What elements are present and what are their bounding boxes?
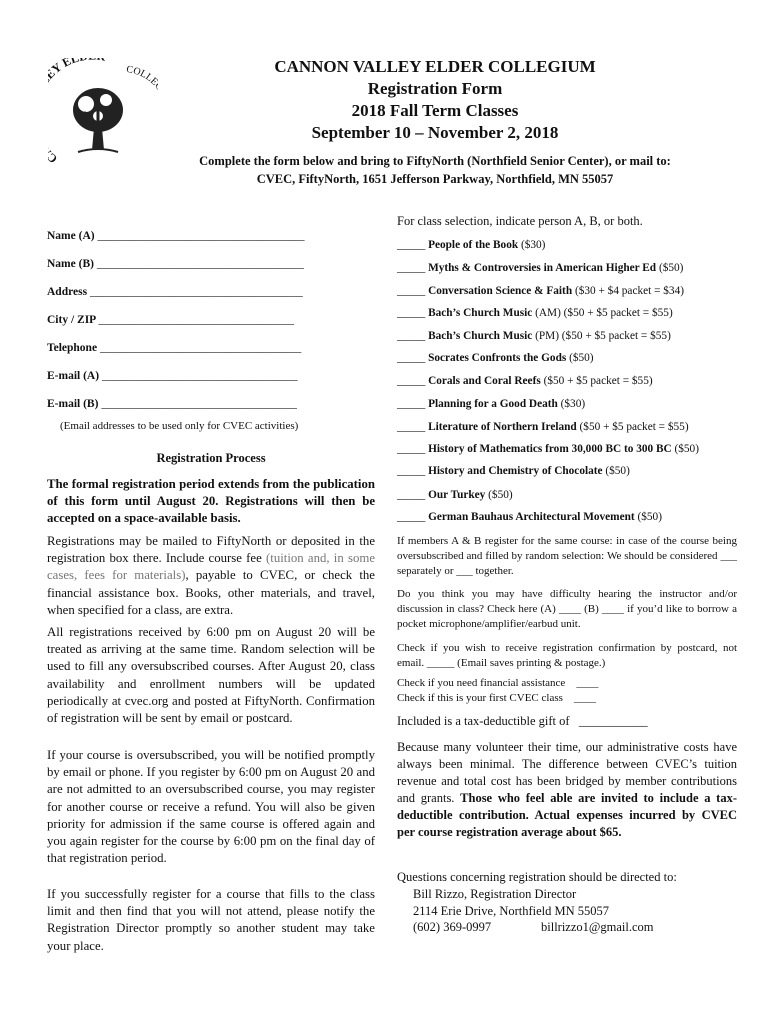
course-fee: ($50) [488,489,513,501]
course-fee: ($50 + $5 packet = $55) [543,375,653,387]
course-fee: ($50) [674,443,699,455]
course-fee: ($50 + $5 packet = $55) [579,421,689,433]
course-row[interactable] [397,330,737,342]
course-name: Bach’s Church Music [428,330,533,342]
form-title: Registration Form [367,79,503,98]
course-name: Literature of Northern Ireland [428,421,577,433]
course-name: People of the Book [428,239,519,251]
course-blank[interactable]: _____ [397,285,426,297]
selection-intro: For class selection, indicate person A, B, or both. [397,214,643,228]
contact-name: Bill Rizzo, Registration Director [413,887,577,901]
term-dates: September 10 – November 2, 2018 [311,123,559,142]
course-name: Socrates Confronts the Gods [428,352,567,364]
course-row[interactable] [397,307,737,319]
course-blank[interactable]: _____ [397,239,426,251]
email-b-field[interactable]: E-mail (B) __________________________________ [47,398,297,410]
course-row[interactable] [397,285,737,297]
course-name: Planning for a Good Death [428,398,558,410]
email-note: (Email addresses to be used only for CVEC activities) [60,420,299,432]
course-blank[interactable]: _____ [397,330,426,342]
course-fee: ($50) [637,511,662,523]
svg-text:COLLEGIUM [125,64,158,110]
course-blank[interactable]: _____ [397,262,426,274]
confirmation-option[interactable]: Check if you wish to receive registration confirmation by postcard, not email. _____ (Email saves printing & postage.) [397,642,737,670]
hearing-option[interactable]: Do you think you may have difficulty hearing the instructor and/or discussion in class? Check here (A) ____ (B) ____ if you’d like to borrow a pocket microphone/amplifier/earbud unit. [397,588,737,631]
course-blank[interactable]: _____ [397,489,426,501]
course-row[interactable] [397,398,737,410]
logo-side-text: COLL [125,63,155,85]
telephone-field[interactable]: Telephone ___________________________________ [47,342,302,354]
term-title: 2018 Fall Term Classes [351,101,519,120]
course-blank[interactable]: _____ [397,421,426,433]
course-name: History of Mathematics from 30,000 BC to 300 BC [428,443,672,455]
process-para-2: All registrations received by 6:00 pm on August 20 will be treated as arriving at the same time. Random selection will be used to fill any oversubscribed courses. After August 20, class availability and enrollment numbers will be updated periodically at cvec.org and posted at FiftyNorth. Confirmation of registration will be sent by email or postcard. [47,625,375,726]
course-row[interactable] [397,489,737,501]
volunteer-para: Because many volunteer their time, our administrative costs have always been minimal. The difference between CVEC’s tuition revenue and total cost has been bridged by member contributions and grants. Those who feel able are invited to include a tax-deductible contribution. Actual expenses incurred by CVEC per course registration average about $65. [397,740,737,839]
course-blank[interactable]: _____ [397,375,426,387]
course-fee: ($50) [658,262,684,274]
course-fee: ($50) [569,352,594,364]
course-row[interactable] [397,352,737,364]
process-bold-para: The formal registration period extends from the publication of this form until August 20. Registrations will then be accepted on a space-available basis. [47,477,375,526]
course-blank[interactable]: _____ [397,511,426,523]
org-title: CANNON VALLEY ELDER COLLEGIUM [274,57,596,76]
contact-address: 2114 Erie Drive, Northfield MN 55057 [413,904,610,918]
tree-icon [73,88,123,152]
contact-phone: (602) 369-0997 [413,920,492,934]
form-header [170,56,700,144]
email-a-field[interactable]: E-mail (A) __________________________________ [47,370,298,382]
instruction-line-2: CVEC, FiftyNorth, 1651 Jefferson Parkway, Northfield, MN 55057 [256,172,614,186]
course-row[interactable] [397,465,737,477]
course-row[interactable] [397,443,737,455]
gift-field[interactable]: Included is a tax-deductible gift of ___________ [397,714,648,728]
course-blank[interactable]: _____ [397,352,426,364]
name-a-field[interactable]: Name (A) ____________________________________ [47,230,305,242]
course-row[interactable] [397,262,737,274]
course-row[interactable] [397,511,737,523]
contact-intro: Questions concerning registration should be directed to: [397,870,677,884]
first-class-option[interactable]: Check if this is your first CVEC class ____ [397,692,596,704]
course-name: Corals and Coral Reefs [428,375,541,387]
course-fee: (AM) ($50 + $5 packet = $55) [535,307,673,319]
process-para-4: If you successfully register for a course that fills to the class limit and then find that you will not attend, please notify the Registration Director promptly so another student may take your place. [47,887,375,953]
course-name: Conversation Science & Faith [428,285,573,297]
course-fee: ($30) [560,398,586,410]
course-name: Our Turkey [428,489,486,501]
instructions [170,152,700,188]
course-fee: ($30 + $4 packet = $34) [574,285,684,297]
logo-arc-text: Y EL [48,58,81,77]
course-fee: (PM) ($50 + $5 packet = $55) [535,330,671,342]
city-zip-field[interactable]: City / ZIP __________________________________ [47,314,294,326]
process-para-1: Registrations may be mailed to FiftyNorth or deposited in the registration box there. Include course fee (tuition and, in some cases, fees for materials), payable to CVEC, or check the financial assistance box. Books, other materials, and travel, when specified for a class, are extra. [47,534,375,617]
contact-email[interactable]: billrizzo1@gmail.com [541,920,654,934]
course-row[interactable] [397,239,737,251]
instruction-line-1: Complete the form below and bring to FiftyNorth (Northfield Senior Center), or mail to: [199,154,671,168]
address-field[interactable]: Address _____________________________________ [47,286,303,298]
course-fee: ($30) [520,239,546,251]
cvec-logo [48,58,158,163]
process-para-3: If your course is oversubscribed, you will be notified promptly by email or phone. If you register by 6:00 pm on August 20 and are not admitted to an oversubscribed course, you may register for another course or receive a refund. You will also be given priority for admission if the same course is offered again and you again register for the course by 6:00 pm on the final day of that registration period. [47,748,375,866]
course-name: Myths & Controversies in American Higher Ed [428,262,657,274]
course-blank[interactable]: _____ [397,398,426,410]
process-heading: Registration Process [156,451,266,465]
name-b-field[interactable]: Name (B) ____________________________________ [47,258,304,270]
course-row[interactable] [397,375,737,387]
financial-assistance-option[interactable]: Check if you need financial assistance ____ [397,677,599,689]
course-row[interactable] [397,421,737,433]
course-name: History and Chemistry of Chocolate [428,465,603,477]
course-blank[interactable]: _____ [397,465,426,477]
course-name: German Bauhaus Architectural Movement [428,511,635,523]
course-fee: ($50) [605,465,630,477]
course-name: Bach’s Church Music [428,307,533,319]
course-blank[interactable]: _____ [397,443,426,455]
course-blank[interactable]: _____ [397,307,426,319]
same-course-option[interactable]: If members A & B register for the same course: in case of the course being oversubscribed and filled by random selection: We should be considered ___ separately or ___ together. [397,535,737,578]
